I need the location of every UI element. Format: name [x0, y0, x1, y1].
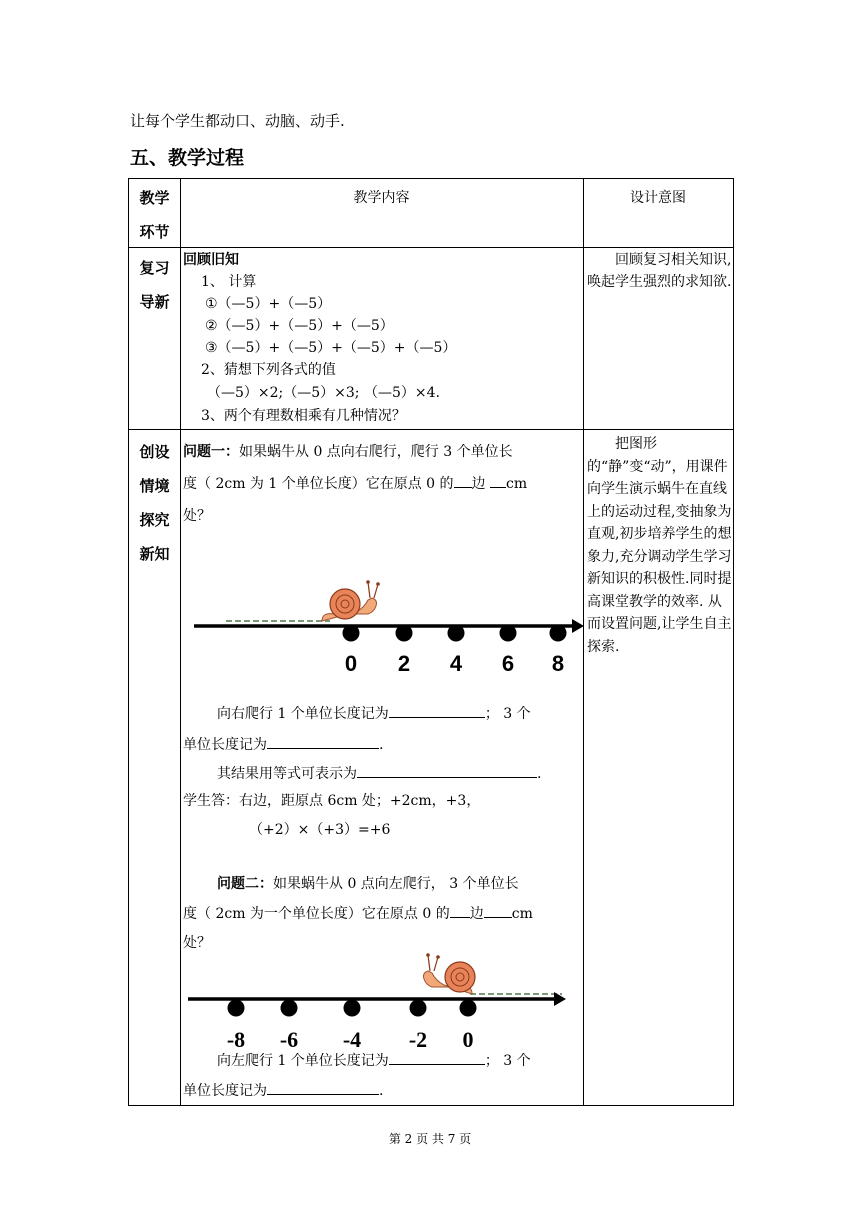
- axis-tick-label: 0: [462, 1027, 474, 1052]
- axis-tick-label: 6: [501, 651, 515, 676]
- row1-line4: ③（—5）+（—5）+（—5）+（—5）: [205, 340, 457, 356]
- q1-line-a: 问题一：如果蜗牛从 0 点向右爬行，爬行 3 个单位长: [183, 444, 513, 460]
- row1-line7: 3、两个有理数相乘有几种情况？: [201, 408, 406, 424]
- row-divider: [129, 247, 733, 248]
- header-content: 教学内容: [353, 190, 410, 206]
- row1-line3: ②（—5）+（—5）+（—5）: [205, 318, 394, 334]
- right-line2: 单位长度记为 .: [183, 730, 383, 760]
- axis-tick-label: 0: [344, 651, 358, 676]
- teaching-process-table: [128, 178, 734, 1106]
- col-divider: [583, 179, 584, 1105]
- axis-tick-label: -8: [226, 1027, 246, 1052]
- section-heading: 五、教学过程: [130, 147, 245, 169]
- row1-title: 回顾旧知: [183, 252, 239, 268]
- q2-line-b: 度（ 2cm 为一个单位长度）它在原点 0 的 边 cm: [183, 899, 533, 929]
- axis-tick-label: 4: [449, 651, 463, 676]
- equation-line: 其结果用等式可表示为 .: [217, 759, 541, 789]
- row-divider: [129, 429, 733, 430]
- row1-stage: 复习 导新: [139, 259, 170, 311]
- header-stage: 教学 环节: [139, 189, 170, 241]
- row1-line2: ①（—5）+（—5）: [205, 296, 332, 312]
- axis-tick-label: -4: [342, 1027, 362, 1052]
- q1-line-c: 处？: [183, 508, 211, 524]
- axis-tick-label: -2: [408, 1027, 428, 1052]
- col-divider: [180, 179, 181, 1105]
- axis-tick-label: -6: [279, 1027, 299, 1052]
- page-footer: 第 2 页 共 7 页: [388, 1132, 472, 1146]
- row1-line6: （—5）×2;（—5）×3; （—5）×4.: [207, 385, 440, 401]
- q2-line-a: 问题二：如果蜗牛从 0 点向左爬行， 3 个单位长: [217, 876, 519, 892]
- q2-line-c: 处？: [183, 935, 211, 951]
- row2-intent: 把图形的“静”变“动”，用课件向学生演示蜗牛在直线上的运动过程,变抽象为直观,初步培养学生的想象力,充分调动学生学习新知识的积极性.同时提高课堂教学的效率. 从而设置问题,让学生自主探索.: [587, 436, 732, 655]
- row2-stage: 创设 情境 探究 新知: [139, 443, 170, 563]
- answer-line1: 学生答：右边，距原点 6cm 处；+2cm，+3，: [183, 793, 481, 809]
- q1-line-b: 度（ 2cm 为 1 个单位长度）它在原点 0 的 边 cm: [183, 469, 527, 499]
- row1-intent: 回顾复习相关知识,唤起学生强烈的求知欲.: [587, 252, 732, 290]
- header-intent: 设计意图: [630, 190, 686, 206]
- row1-line1: 1、 计算: [201, 274, 257, 290]
- left-line1: 向左爬行 1 个单位长度记为 ； 3 个: [217, 1046, 531, 1076]
- axis-tick-label: 8: [551, 651, 565, 676]
- answer-line2: （+2）×（+3）=+6: [249, 822, 391, 838]
- left-line2: 单位长度记为 .: [183, 1076, 383, 1106]
- axis-tick-label: 2: [397, 651, 411, 676]
- row1-line5: 2、猜想下列各式的值: [201, 362, 336, 378]
- intro-line: 让每个学生都动口、动脑、动手.: [130, 112, 345, 130]
- right-line1: 向右爬行 1 个单位长度记为 ； 3 个: [217, 699, 531, 729]
